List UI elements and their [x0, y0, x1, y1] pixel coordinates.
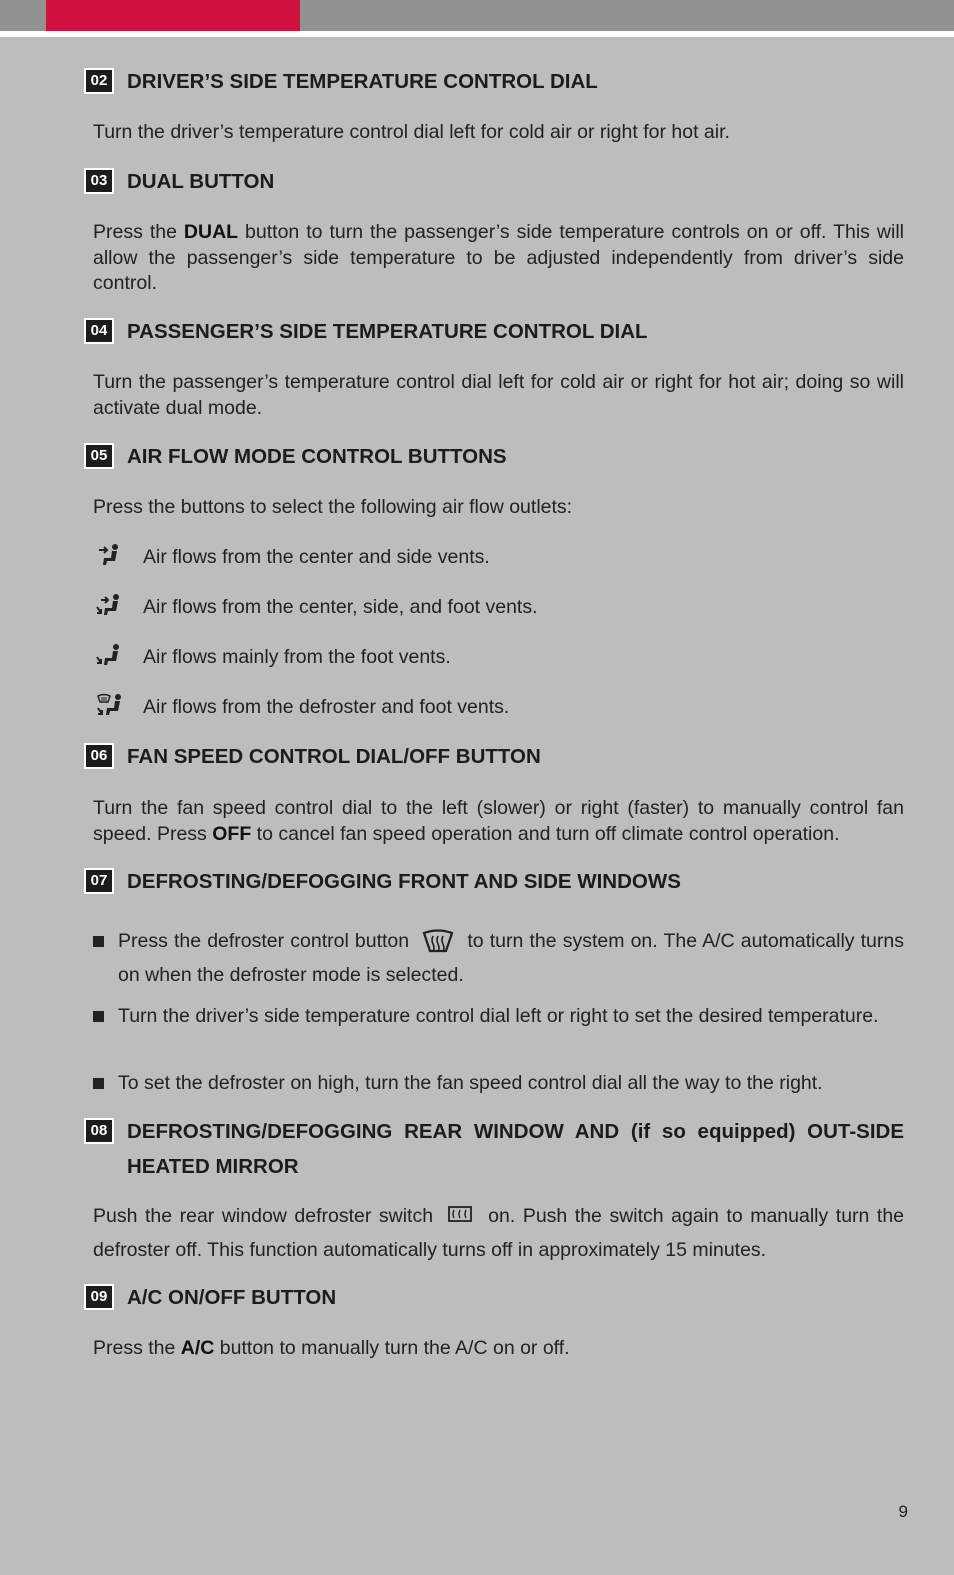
page-number: 9 [898, 1502, 908, 1521]
mode-row-defrost-foot [93, 693, 904, 721]
bullet-marker [93, 1011, 104, 1022]
body-text: Turn the fan speed control dial to the left (slower) or right (faster) to manually control fan speed. Press [93, 797, 904, 845]
bullet-marker [93, 936, 104, 947]
vent-defrost-foot-icon [95, 693, 129, 721]
vent-face-icon [95, 543, 129, 571]
accent-bar [46, 0, 300, 31]
section-heading-08 [84, 1114, 904, 1184]
section-body-08 [93, 1199, 904, 1267]
section-number: 04 [84, 318, 114, 344]
section-number: 09 [84, 1284, 114, 1310]
section-title: DUAL BUTTON [127, 170, 275, 193]
bullet-text: To set the defroster on high, turn the fan speed control dial all the way to the right. [118, 1072, 823, 1094]
section-number: 02 [84, 68, 114, 94]
section-body-06 [93, 796, 904, 847]
section-body-09 [93, 1336, 904, 1362]
section-number: 03 [84, 168, 114, 194]
body-text: to cancel fan speed operation and turn off climate control operation. [251, 822, 840, 845]
bullet-item [93, 924, 904, 992]
section-number: 08 [84, 1118, 114, 1144]
mode-text: Air flows from the center, side, and foot vents. [143, 596, 538, 618]
top-divider [0, 31, 954, 37]
bullet-item [93, 1070, 904, 1096]
section-body-03 [93, 220, 904, 297]
body-text: Press the [93, 221, 184, 243]
section-number: 07 [84, 868, 114, 894]
body-bold-text: OFF [212, 822, 252, 845]
section-title: DEFROSTING/DEFOGGING REAR WINDOW AND (if so equipped) OUT-SIDE HEATED MIRROR [127, 1120, 904, 1178]
mode-row-face-foot [93, 593, 904, 621]
section-title: AIR FLOW MODE CONTROL BUTTONS [127, 445, 507, 468]
section-heading-07 [84, 864, 904, 899]
rear-defroster-icon [441, 1204, 481, 1230]
bullet-text: Press the defroster control button to turn the system on. The A/C automatically turns on when the defroster mode is selected. [118, 930, 904, 986]
section-title: FAN SPEED CONTROL DIAL/OFF BUTTON [127, 745, 541, 768]
body-text: button to manually turn the A/C on or off. [214, 1337, 570, 1359]
section-title: A/C ON/OFF BUTTON [127, 1286, 337, 1309]
section-title: PASSENGER’S SIDE TEMPERATURE CONTROL DIAL [127, 320, 648, 343]
body-bold-text: DUAL [183, 221, 239, 243]
section-heading-03 [84, 164, 904, 199]
front-defroster-icon [415, 929, 461, 955]
mode-text: Air flows from the defroster and foot vents. [143, 696, 510, 718]
section-heading-04 [84, 314, 904, 349]
section-heading-02 [84, 64, 904, 99]
bullet-marker [93, 1078, 104, 1089]
section-body-05: Press the buttons to select the following air flow outlets: [93, 496, 573, 518]
body-text: Press the [93, 1337, 181, 1359]
section-heading-06 [84, 739, 904, 774]
body-text: Push the rear window defroster switch [93, 1205, 434, 1227]
mode-text: Air flows from the center and side vents. [143, 546, 490, 568]
section-number: 06 [84, 743, 114, 769]
section-body-02: Turn the driver’s temperature control dial left for cold air or right for hot air. [93, 121, 730, 143]
section-heading-09 [84, 1280, 904, 1315]
mode-text: Air flows mainly from the foot vents. [143, 646, 451, 668]
section-title: DEFROSTING/DEFOGGING FRONT AND SIDE WINDOWS [127, 870, 681, 893]
section-body-04: Turn the passenger’s temperature control dial left for cold air or right for hot air; doing so will activate dual mode. [93, 371, 904, 419]
body-text: on. Push the switch again to manually turn the defroster off. This function automatically turns off in approximately 15 minutes. [93, 1205, 905, 1261]
mode-row-face [93, 543, 904, 571]
bullet-item [93, 1003, 904, 1029]
top-bar [0, 0, 954, 31]
section-number: 05 [84, 443, 114, 469]
body-text: button to turn the passenger’s side temperature controls on or off. This will allow the passenger’s side temperature to be adjusted independently from driver’s side control. [93, 221, 904, 294]
vent-face-foot-icon [95, 593, 129, 621]
mode-row-foot [93, 643, 904, 671]
section-heading-05 [84, 439, 904, 474]
vent-foot-icon [95, 643, 129, 671]
section-title: DRIVER’S SIDE TEMPERATURE CONTROL DIAL [127, 70, 598, 93]
bullet-text: Turn the driver’s side temperature control dial left or right to set the desired temperature. [118, 1005, 879, 1027]
body-bold-text: A/C [180, 1337, 215, 1359]
